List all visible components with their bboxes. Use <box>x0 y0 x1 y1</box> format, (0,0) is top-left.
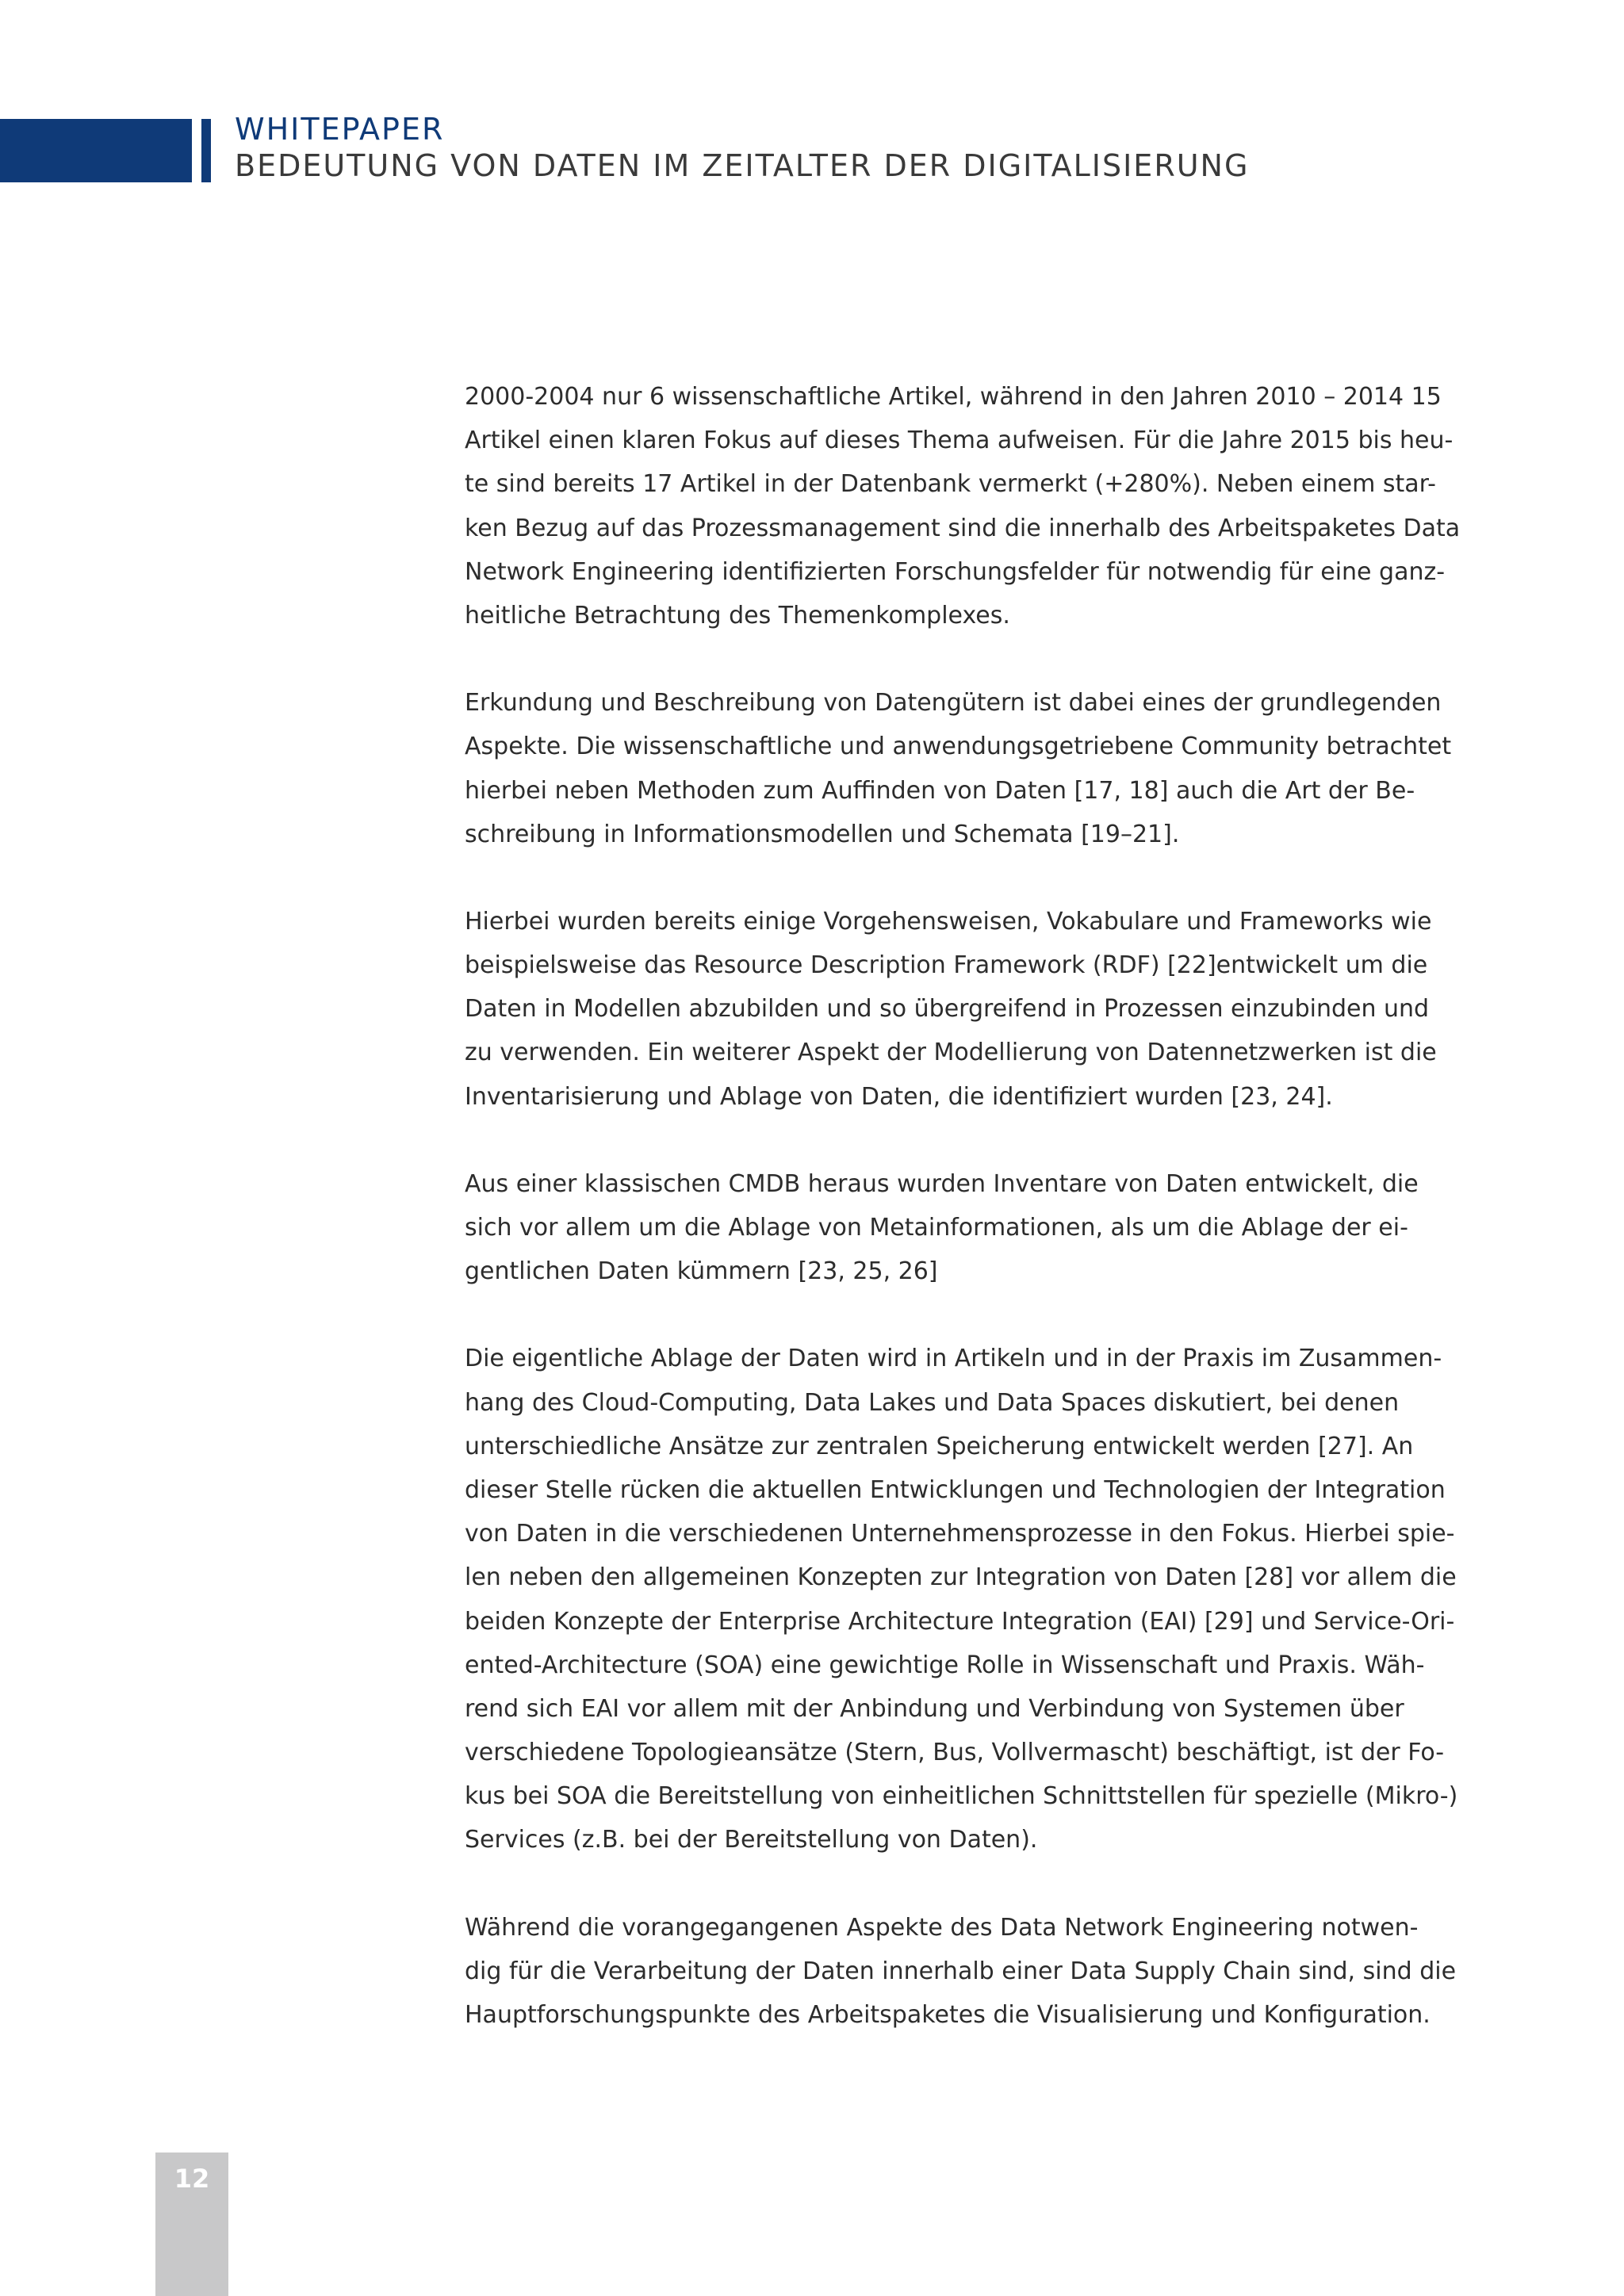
text-line: Die eigentliche Ablage der Daten wird in Artikeln und in der Praxis im Zusammen- <box>465 1345 1442 1373</box>
text-line: ented-Architecture (SOA) eine gewichtige Rolle in Wissenschaft und Praxis. Wäh- <box>465 1651 1425 1679</box>
text-line: verschiedene Topologieansätze (Stern, Bus, Vollvermascht) beschäftigt, ist der Fo- <box>465 1739 1445 1767</box>
text-line: dieser Stelle rücken die aktuellen Entwicklungen und Technologien der Integration <box>465 1475 1446 1504</box>
text-line: sich vor allem um die Ablage von Metainformationen, als um die Ablage der ei- <box>465 1214 1408 1242</box>
text-line: rend sich EAI vor allem mit der Anbindung und Verbindung von Systemen über <box>465 1694 1404 1723</box>
document-type-label: WHITEPAPER <box>235 112 445 147</box>
text-line: ken Bezug auf das Prozessmanagement sind die innerhalb des Arbeitspaketes Data <box>465 514 1461 542</box>
text-line: Artikel einen klaren Fokus auf dieses Thema aufweisen. Für die Jahre 2015 bis heu- <box>465 427 1454 455</box>
page-number: 12 <box>174 2164 210 2194</box>
text-line: Hauptforschungspunkte des Arbeitspaketes die Visualisierung und Konfiguration. <box>465 2001 1431 2029</box>
paragraph-3 <box>465 900 1437 1119</box>
text-line: von Daten in die verschiedenen Unternehmensprozesse in den Fokus. Hierbei spie- <box>465 1520 1455 1548</box>
paragraph-6 <box>465 1906 1457 2038</box>
text-line: Während die vorangegangenen Aspekte des Data Network Engineering notwen- <box>465 1913 1419 1942</box>
text-line: gentlichen Daten kümmern [23, 25, 26] <box>465 1257 938 1286</box>
text-line: Daten in Modellen abzubilden und so übergreifend in Prozessen einzubinden und <box>465 995 1430 1024</box>
text-line: Inventarisierung und Ablage von Daten, die identifiziert wurden [23, 24]. <box>465 1082 1333 1111</box>
header-accent-stripe <box>201 119 211 182</box>
text-line: Services (z.B. bei der Bereitstellung von Daten). <box>465 1826 1038 1854</box>
text-line: hierbei neben Methoden zum Auffinden von Daten [17, 18] auch die Art der Be- <box>465 776 1415 805</box>
body-text <box>465 375 1461 2080</box>
text-line: hang des Cloud-Computing, Data Lakes und Data Spaces diskutiert, bei denen <box>465 1388 1400 1417</box>
text-line: Aspekte. Die wissenschaftliche und anwendungsgetriebene Community betrachtet <box>465 733 1452 761</box>
paragraph-1 <box>465 375 1461 637</box>
text-line: Aus einer klassischen CMDB heraus wurden Inventare von Daten entwickelt, die <box>465 1169 1419 1198</box>
paragraph-4 <box>465 1162 1434 1294</box>
text-line: kus bei SOA die Bereitstellung von einheitlichen Schnittstellen für spezielle (Mikro-) <box>465 1782 1458 1811</box>
text-line: Hierbei wurden bereits einige Vorgehensweisen, Vokabulare und Frameworks wie <box>465 907 1432 936</box>
text-line: Erkundung und Beschreibung von Datengütern ist dabei eines der grundlegenden <box>465 689 1442 718</box>
text-line: beispielsweise das Resource Description Framework (RDF) [22]entwickelt um die <box>465 951 1428 980</box>
document-title: BEDEUTUNG VON DATEN IM ZEITALTER DER DIGITALISIERUNG <box>235 148 1250 183</box>
text-line: beiden Konzepte der Enterprise Architecture Integration (EAI) [29] und Service-Ori- <box>465 1607 1455 1636</box>
text-line: 2000-2004 nur 6 wissenschaftliche Artikel, während in den Jahren 2010 – 2014 15 <box>465 383 1442 411</box>
paragraph-2 <box>465 681 1452 856</box>
text-line: dig für die Verarbeitung der Daten innerhalb einer Data Supply Chain sind, sind die <box>465 1957 1457 1985</box>
text-line: unterschiedliche Ansätze zur zentralen Speicherung entwickelt werden [27]. An <box>465 1432 1414 1460</box>
text-line: zu verwenden. Ein weiterer Aspekt der Modellierung von Datennetzwerken ist die <box>465 1039 1437 1067</box>
text-line: te sind bereits 17 Artikel in der Datenbank vermerkt (+280%). Neben einem star- <box>465 470 1436 499</box>
text-line: schreibung in Informationsmodellen und Schemata [19–21]. <box>465 820 1180 848</box>
header-color-bar <box>0 119 192 182</box>
document-header <box>235 111 1583 184</box>
text-line: heitliche Betrachtung des Themenkomplexes. <box>465 601 1010 629</box>
page-number-tab <box>155 2152 228 2296</box>
text-line: len neben den allgemeinen Konzepten zur Integration von Daten [28] vor allem die <box>465 1563 1457 1592</box>
paragraph-5 <box>465 1337 1458 1862</box>
text-line: Network Engineering identifizierten Forschungsfelder für notwendig für eine ganz- <box>465 557 1446 586</box>
